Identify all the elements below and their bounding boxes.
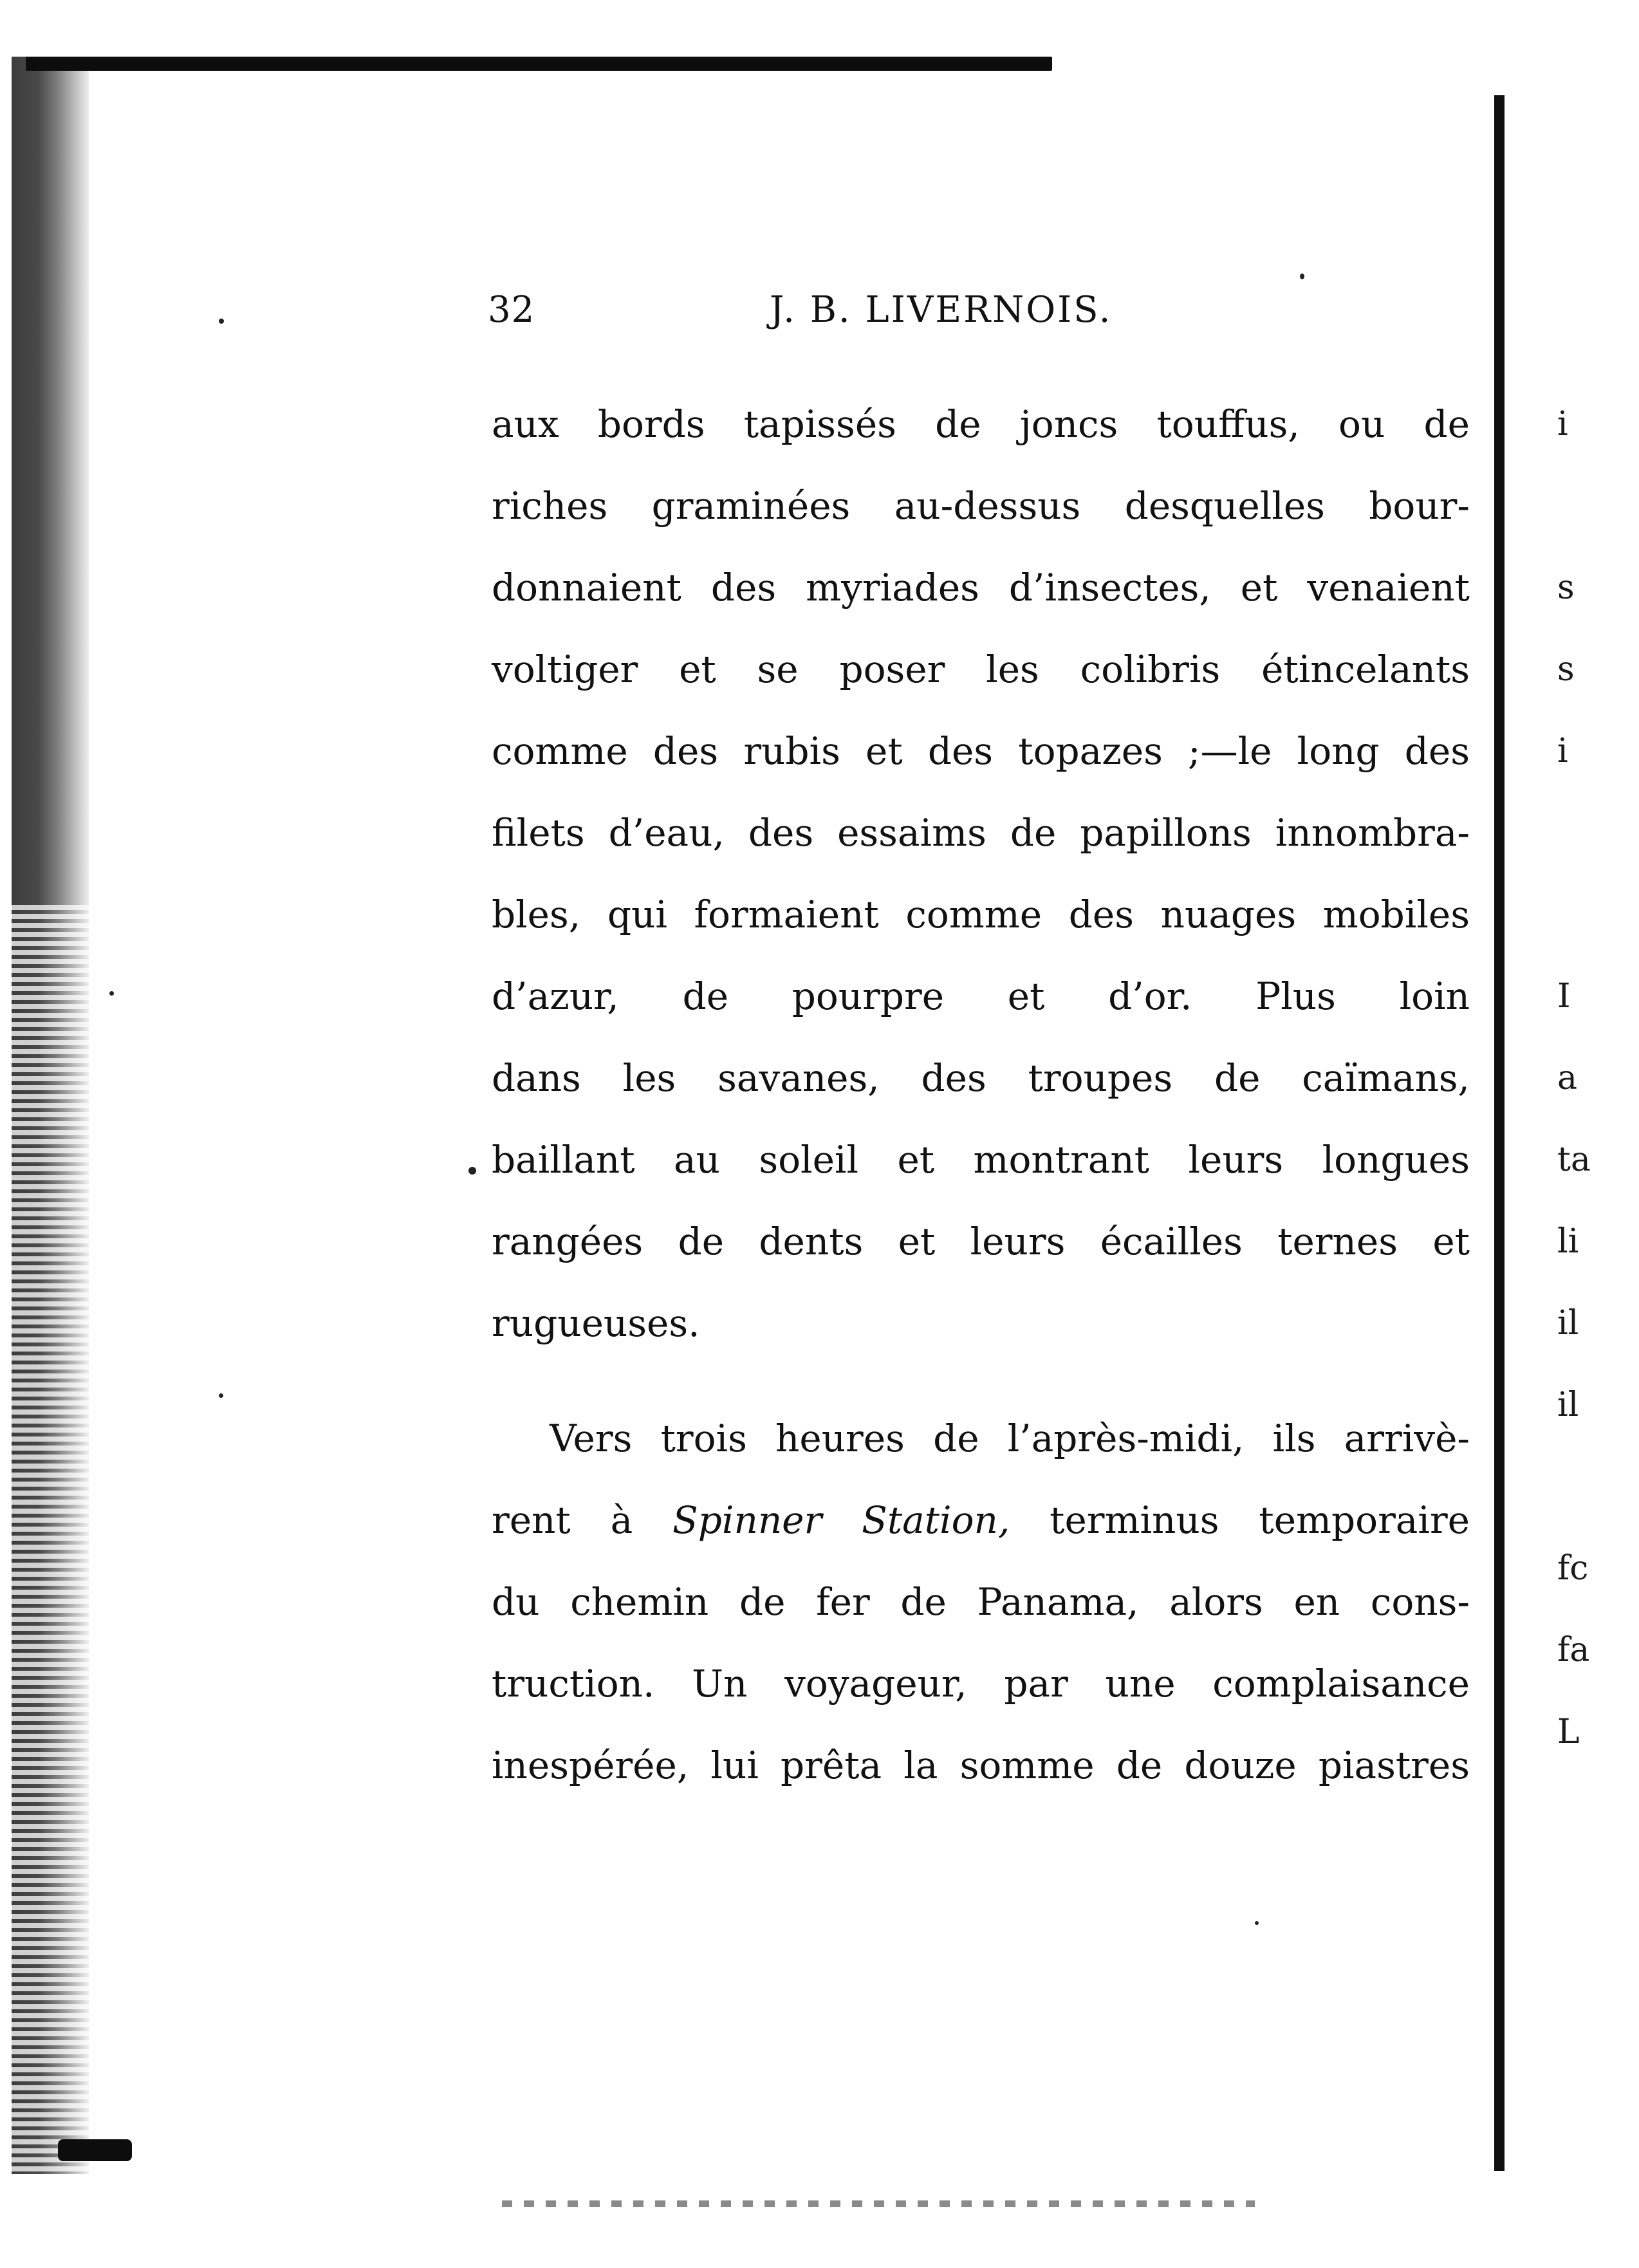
bleed-fragment: i	[1557, 732, 1568, 770]
bleed-fragment: s	[1557, 650, 1575, 689]
bleed-fragment: il	[1557, 1304, 1579, 1343]
text-line: voltiger et se poser les colibris étincelants	[492, 647, 1470, 691]
gutter-rule	[1494, 95, 1505, 2171]
text-line: Vers trois heures de l’après-midi, ils arrivè-	[550, 1417, 1470, 1460]
bleed-fragment: s	[1557, 568, 1575, 607]
top-scan-rule	[26, 57, 1052, 71]
text-line: inespérée, lui prêta la somme de douze piastres	[492, 1743, 1470, 1787]
text-line: baillant au soleil et montrant leurs longues	[492, 1138, 1470, 1182]
text-line: riches graminées au-dessus desquelles bour-	[492, 484, 1470, 528]
bleed-fragment: a	[1557, 1059, 1578, 1097]
scan-speck	[109, 991, 114, 996]
bleed-fragment: li	[1557, 1222, 1579, 1261]
text-line: donnaient des myriades d’insectes, et venaient	[492, 566, 1470, 609]
italic-place-name: Spinner Station,	[672, 1498, 1010, 1542]
bleed-fragment: L	[1557, 1713, 1580, 1751]
bleed-fragment: I	[1557, 977, 1571, 1016]
bleed-fragment	[1557, 1446, 1634, 1528]
scan-speck	[468, 1167, 476, 1175]
scan-speck	[1300, 274, 1304, 279]
text-line: dans les savanes, des troupes de caïmans,	[492, 1056, 1470, 1100]
text-line: comme des rubis et des topazes ;—le long des	[492, 729, 1470, 773]
bleed-fragment	[1557, 874, 1634, 956]
paragraph-gap	[492, 1364, 1470, 1398]
bottom-left-ink-blot	[58, 2139, 132, 2161]
text-line: d’azur, de pourpre et d’or. Plus loin	[492, 974, 1470, 1018]
text-segment: rent à	[492, 1498, 673, 1542]
text-segment: terminus temporaire	[1010, 1498, 1470, 1542]
text-line: bles, qui formaient comme des nuages mobiles	[492, 893, 1470, 936]
text-line: filets d’eau, des essaims de papillons innombra-	[492, 811, 1470, 855]
body-text	[492, 384, 1470, 1807]
bleed-fragment: fa	[1557, 1631, 1590, 1669]
scan-speck	[219, 319, 224, 324]
bleed-fragment: fc	[1557, 1549, 1589, 1588]
scan-speck	[1255, 1921, 1259, 1925]
page-number: 32	[488, 289, 535, 331]
running-head	[488, 284, 1466, 336]
text-line-with-italic	[492, 1480, 1470, 1561]
text-line: du chemin de fer de Panama, alors en cons-	[492, 1580, 1470, 1624]
scan-speck	[219, 1393, 223, 1398]
bleed-fragment: i	[1557, 405, 1568, 443]
text-line: aux bords tapissés de joncs touffus, ou de	[492, 402, 1470, 446]
text-line: truction. Un voyageur, par une complaisance	[492, 1662, 1470, 1706]
text-line: rugueuses.	[492, 1301, 700, 1345]
bleed-fragment	[1557, 792, 1634, 874]
header-title: J. B. LIVERNOIS.	[770, 289, 1113, 331]
text-line: rangées de dents et leurs écailles ternes et	[492, 1220, 1470, 1263]
bottom-scan-noise	[502, 2200, 1255, 2207]
bleed-fragment: il	[1557, 1386, 1579, 1424]
bleed-fragment: ta	[1557, 1140, 1591, 1179]
next-page-bleed	[1557, 384, 1634, 1773]
bleed-fragment	[1557, 465, 1634, 547]
left-scan-texture	[12, 901, 102, 2175]
